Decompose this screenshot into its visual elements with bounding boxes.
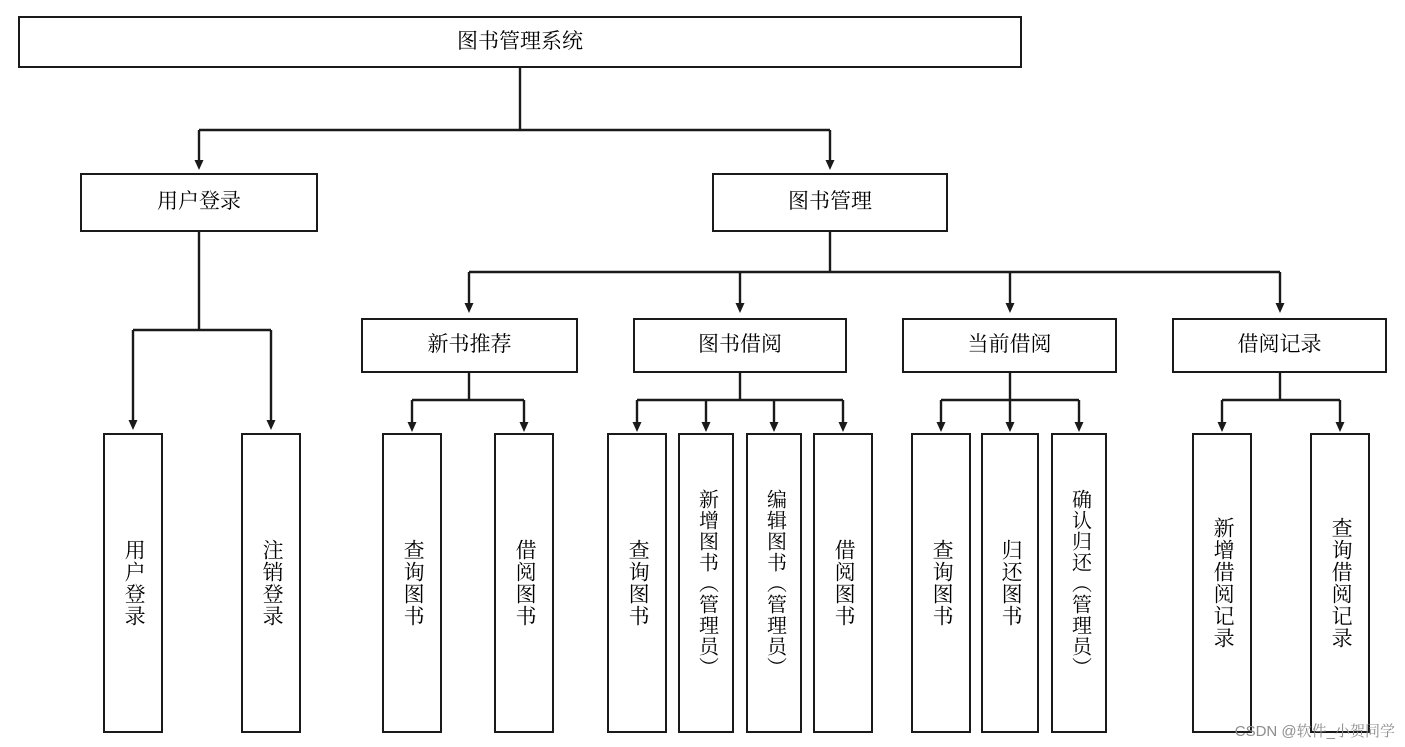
node-new-book-recommend[interactable]: 新书推荐 xyxy=(361,318,578,373)
leaf-record-add-record[interactable]: 新增借阅记录 xyxy=(1192,433,1252,733)
leaf-borrow-add-book[interactable]: 新增图书（管理员） xyxy=(678,433,734,733)
leaf-current-confirm-return[interactable]: 确认归还（管理员） xyxy=(1051,433,1107,733)
node-book-borrow[interactable]: 图书借阅 xyxy=(633,318,847,373)
node-user-login[interactable]: 用户登录 xyxy=(80,173,318,232)
node-borrow-record[interactable]: 借阅记录 xyxy=(1172,318,1387,373)
leaf-borrow-query-book[interactable]: 查询图书 xyxy=(607,433,667,733)
node-book-management[interactable]: 图书管理 xyxy=(712,173,948,232)
watermark: CSDN @软件_小贺同学 xyxy=(1234,723,1395,740)
leaf-current-query-book[interactable]: 查询图书 xyxy=(911,433,971,733)
node-root[interactable]: 图书管理系统 xyxy=(18,16,1022,68)
leaf-recommend-query-book[interactable]: 查询图书 xyxy=(382,433,442,733)
leaf-current-return-book[interactable]: 归还图书 xyxy=(981,433,1039,733)
leaf-borrow-borrow-book[interactable]: 借阅图书 xyxy=(813,433,873,733)
leaf-borrow-edit-book[interactable]: 编辑图书（管理员） xyxy=(746,433,802,733)
leaf-record-query-record[interactable]: 查询借阅记录 xyxy=(1310,433,1370,733)
node-current-borrow[interactable]: 当前借阅 xyxy=(902,318,1117,373)
leaf-logout[interactable]: 注销登录 xyxy=(241,433,301,733)
leaf-user-login[interactable]: 用户登录 xyxy=(103,433,163,733)
leaf-recommend-borrow-book[interactable]: 借阅图书 xyxy=(494,433,554,733)
